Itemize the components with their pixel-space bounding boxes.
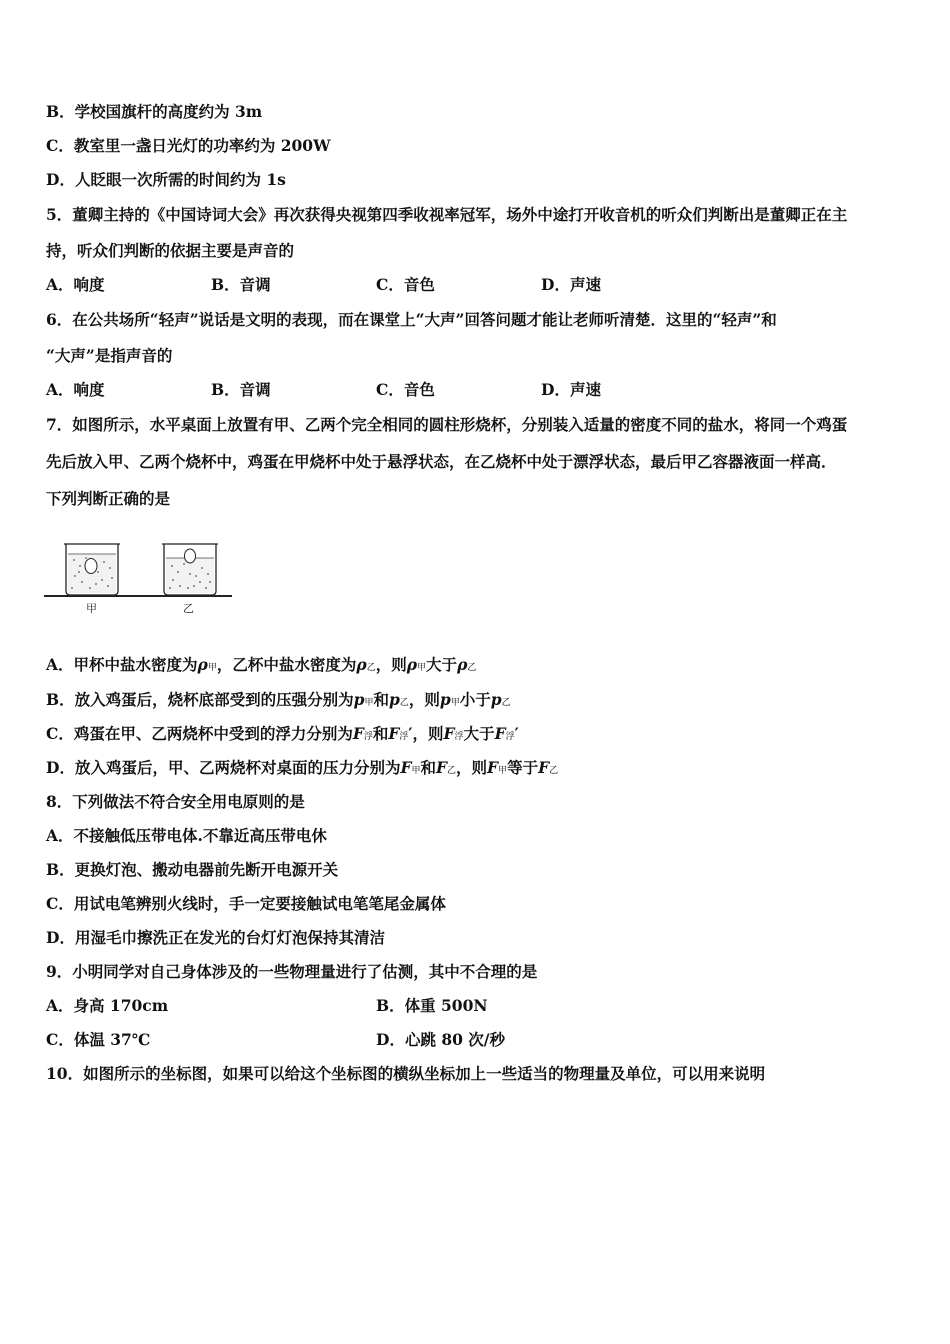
q7-option-d: D．放入鸡蛋后，甲、乙两烧杯对桌面的压力分别为F甲和F乙，则F甲等于F乙: [46, 758, 559, 777]
label-yi: 乙: [183, 602, 194, 615]
q9-option-c: C．体温 37℃: [46, 1030, 151, 1049]
beaker-jia: [64, 544, 120, 595]
q5-stem-line2: 持，听众们判断的依据主要是声音的: [46, 241, 295, 260]
q9-option-b: B．体重 500N: [376, 996, 488, 1015]
label-jia: 甲: [86, 602, 97, 615]
q4-option-c: C．教室里一盏日光灯的功率约为 200W: [46, 136, 331, 155]
q8-option-d: D．用湿毛巾擦洗正在发光的台灯灯泡保持其清洁: [46, 928, 385, 947]
q7-option-c: C．鸡蛋在甲、乙两烧杯中受到的浮力分别为F浮和F浮′，则F浮大于F浮′: [46, 724, 519, 743]
beaker-yi: [162, 544, 218, 595]
q7-option-a: A．甲杯中盐水密度为ρ甲，乙杯中盐水密度为ρ乙，则ρ甲大于ρ乙: [46, 655, 477, 674]
q9-stem: 9．小明同学对自己身体涉及的一些物理量进行了估测，其中不合理的是: [46, 962, 538, 981]
q8-option-a: A．不接触低压带电体.不靠近高压带电休: [46, 826, 327, 845]
q7-option-b: B．放入鸡蛋后，烧杯底部受到的压强分别为p甲和p乙，则p甲小于p乙: [46, 690, 511, 709]
q4-option-b: B．学校国旗杆的高度约为 3m: [46, 102, 263, 121]
q4-option-d: D．人眨眼一次所需的时间约为 1s: [46, 170, 286, 189]
q8-stem: 8．下列做法不符合安全用电原则的是: [46, 792, 305, 811]
q6-option-b: B．音调: [211, 380, 271, 399]
q10-stem: 10．如图所示的坐标图，如果可以给这个坐标图的横纵坐标加上一些适当的物理量及单位，可以用来说明: [46, 1064, 766, 1083]
q8-option-c: C．用试电笔辨别火线时，手一定要接触试电笔笔尾金属体: [46, 894, 446, 913]
q6-stem-line1: 6．在公共场所“轻声”说话是文明的表现，而在课堂上“大声”回答问题才能让老师听清楚．这里的“轻声”和: [46, 310, 777, 329]
q5-option-a: A．响度: [46, 275, 105, 294]
q5-option-c: C．音色: [376, 275, 435, 294]
q6-option-c: C．音色: [376, 380, 435, 399]
q5-option-d: D．声速: [541, 275, 601, 294]
q9-option-d: D．心跳 80 次/秒: [376, 1030, 505, 1049]
q7-stem-line2: 先后放入甲、乙两个烧杯中，鸡蛋在甲烧杯中处于悬浮状态，在乙烧杯中处于漂浮状态，最后甲乙容器液面一样高．: [46, 452, 837, 471]
beakers-figure: [44, 536, 234, 616]
q6-option-d: D．声速: [541, 380, 601, 399]
q7-stem-line3: 下列判断正确的是: [46, 489, 171, 508]
q5-stem-line1: 5．董卿主持的《中国诗词大会》再次获得央视第四季收视率冠军，场外中途打开收音机的听众们判断出是董卿正在主: [46, 205, 848, 224]
q7-stem-line1: 7．如图所示，水平桌面上放置有甲、乙两个完全相同的圆柱形烧杯，分别装入适量的密度不同的盐水，将同一个鸡蛋: [46, 415, 848, 434]
q5-option-b: B．音调: [211, 275, 271, 294]
q8-option-b: B．更换灯泡、搬动电器前先断开电源开关: [46, 860, 339, 879]
q9-option-a: A．身高 170cm: [46, 996, 169, 1015]
q6-option-a: A．响度: [46, 380, 105, 399]
q6-stem-line2: “大声”是指声音的: [46, 346, 173, 365]
